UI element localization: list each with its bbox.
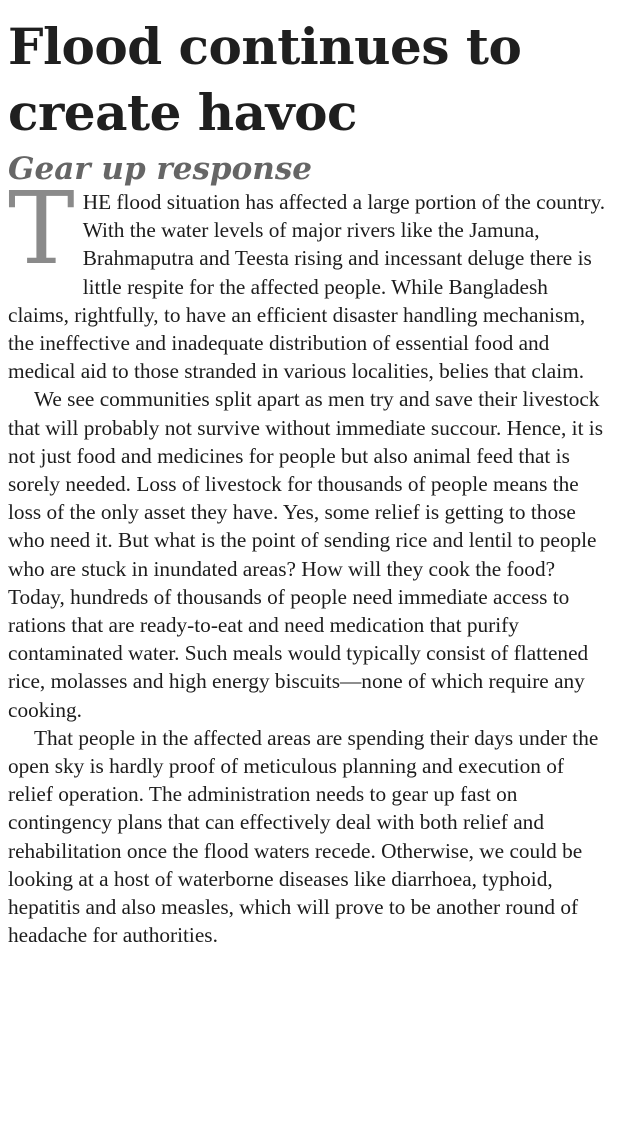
paragraph-3: That people in the affected areas are spending their days under the open sky is hardly proof of meticulous planning and execution of relief operation. The administration needs to gear up fast on contingency plans that can effectively deal with both relief and rehabilitation once the flood waters recede. Otherwise, we could be looking at a host of waterborne diseases like diarrhoea, typhoid, hepatitis and also measles, which will prove to be another round of headache for authorities. bbox=[8, 725, 599, 948]
paragraph-1-text: HE flood situation has affected a large portion of the country. With the water levels of major rivers like the Jamuna, Brahmaputra and Teesta rising and incessant deluge there is little respite for the affected people. While Bangladesh claims, rightfully, to have an efficient disaster handling mechanism, the ineffective and inadequate distribution of essential food and medical aid to those stranded in various localities, belies that claim. bbox=[8, 190, 606, 384]
headline bbox=[8, 14, 612, 146]
headline-line-2: create havoc bbox=[8, 83, 357, 142]
subheadline: Gear up response bbox=[8, 151, 312, 187]
paragraph-1 bbox=[8, 170, 612, 385]
editorial-article bbox=[8, 14, 612, 949]
drop-cap: T bbox=[8, 170, 75, 287]
headline-line-1: Flood continues to bbox=[8, 17, 522, 76]
article-body bbox=[8, 170, 612, 949]
paragraph-2: We see communities split apart as men try and save their livestock that will probably not survive without immediate succour. Hence, it is not just food and medicines for people but also animal feed that is sorely needed. Loss of livestock for thousands of people means the loss of the only asset they have. Yes, some relief is getting to those who need it. But what is the point of sending rice and lentil to people who are stuck in inundated areas? How will they cook the food? Today, hundreds of thousands of people need immediate access to rations that are ready-to-eat and need medication that purify contaminated water. Such meals would typically consist of flattened rice, molasses and high energy biscuits—none of which require any cooking. bbox=[8, 387, 604, 722]
